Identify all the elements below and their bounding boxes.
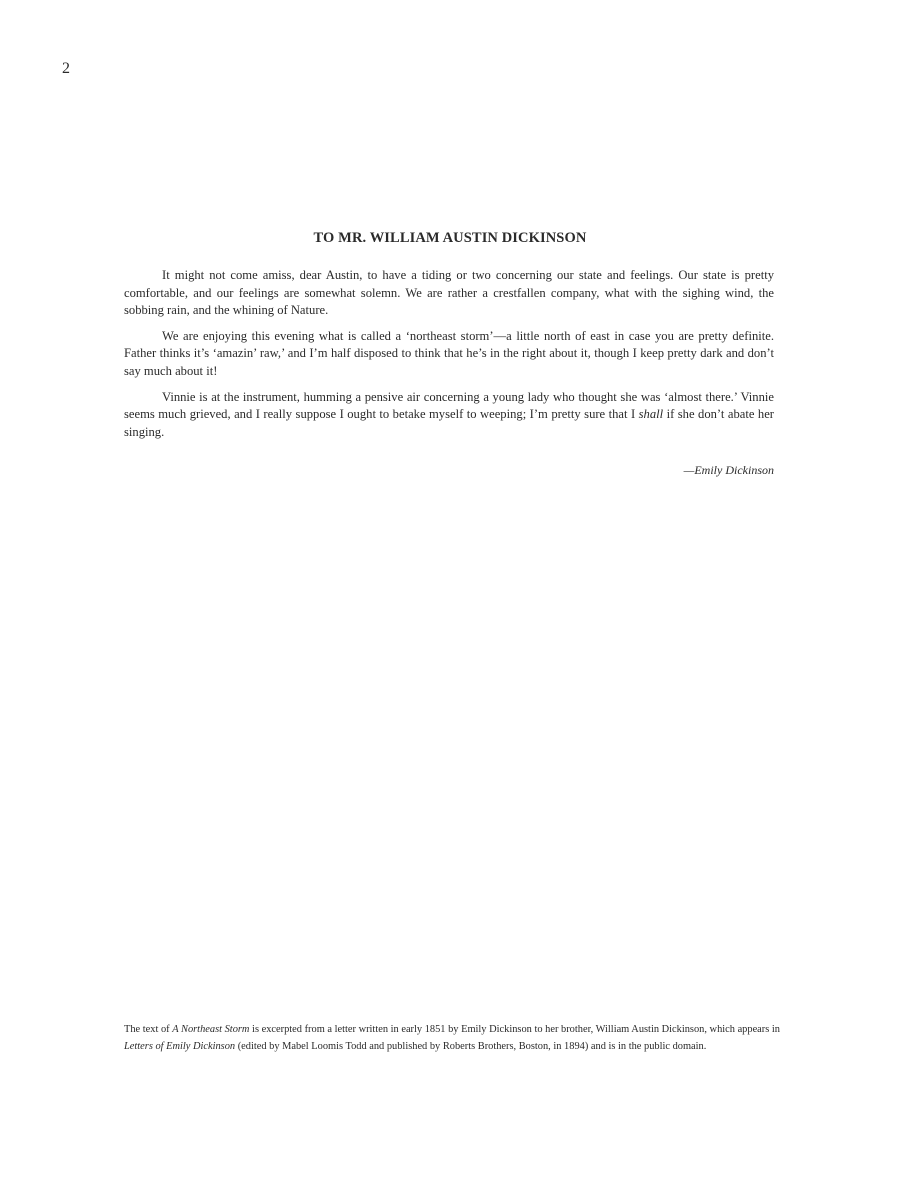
- letter-paragraph-3: [124, 389, 774, 442]
- paragraph-3-text-start: Vinnie is at the instrument, humming a pensive air concerning a young lady who thought she was ‘almost there.’ Vinnie seems much grieved, and I really suppose I ought to betake myself to weeping; I’m pretty sure that I: [124, 389, 774, 422]
- letter-paragraph-1: It might not come amiss, dear Austin, to have a tiding or two concerning our state and feelings. Our state is pretty comfortable, and our feelings are somewhat solemn. We are rather a crestfallen company, what with the sighing wind, the sobbing rain, and the whining of Nature.: [124, 268, 774, 318]
- signature: —Emily Dickinson: [683, 463, 774, 477]
- footnote-part-1: The text of: [124, 1024, 173, 1035]
- letter-paragraph-2: We are enjoying this evening what is called a ‘northeast storm’—a little north of east in case you are pretty definite. Father thinks it’s ‘amazin’ raw,’ and I’m half disposed to think that he’s in the right about it, though I keep pretty dark and don’t say much about it!: [124, 328, 774, 378]
- footnote-work-title: A Northeast Storm: [172, 1024, 250, 1035]
- emphasis-word: shall: [638, 407, 664, 422]
- footnote-book-title: Letters of Emily Dickinson: [124, 1040, 236, 1052]
- letter-body: [124, 267, 774, 449]
- footnote-part-2: is excerpted from a letter written in early 1851 by Emily Dickinson to her brother, William Austin Dickinson, which appears in: [249, 1024, 780, 1035]
- paragraph-3-text-end: if she don’t abate her singing.: [124, 407, 774, 439]
- page-number: 2: [62, 60, 70, 77]
- footnote: [124, 1022, 780, 1055]
- letter-title: TO MR. WILLIAM AUSTIN DICKINSON: [313, 230, 587, 246]
- footnote-part-3: (edited by Mabel Loomis Todd and published by Roberts Brothers, Boston, in 1894) and is in the public domain.: [235, 1040, 707, 1052]
